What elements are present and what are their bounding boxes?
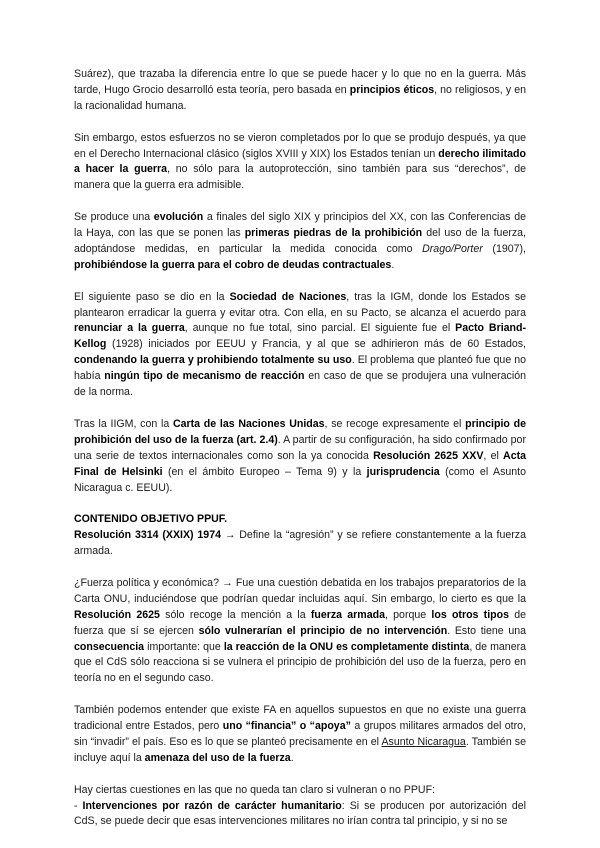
bold-text: Pacto Briand-Kellog (74, 322, 526, 351)
text: del uso de la fuerza, adoptándose medidas, en particular la medida conocida como (74, 227, 526, 255)
bold-text: Carta de las Naciones Unidas (172, 417, 325, 430)
bold-text: principio de prohibición del uso de la fuerza (art. 2.4) (74, 417, 526, 446)
bold-text: prohibiéndose la guerra para el cobro de deudas contractuales (74, 258, 392, 271)
bold-text: jurisprudencia (366, 465, 440, 478)
paragraph-fuerza-politica (74, 576, 526, 687)
text: . También se incluye aquí la (74, 735, 526, 764)
bold-text: fuerza armada (310, 608, 385, 621)
text: de fuerza que sí se ejercen (74, 608, 527, 637)
text: (como el Asunto Nicaragua c. EEUU). (74, 465, 526, 494)
text: También podemos entender que existe FA en aquellos supuestos en que no existe una guerra tradicional entre Estados, pero (74, 704, 526, 733)
text: sólo recoge la mención a la (159, 608, 311, 621)
text: , no sólo para la autoprotección, sino también para sus “derechos”, de manera que la guerra era admisible. (74, 163, 526, 192)
list-item-intervenciones-humanitarias (74, 799, 526, 831)
list-bullet: - (74, 799, 83, 812)
text: en caso de que se produjera una vulneración de la norma. (74, 370, 526, 399)
text: . (391, 258, 395, 271)
paragraph-evolucion (74, 210, 526, 274)
italic-text: Drago/Porter (422, 242, 483, 255)
text: a grupos militares armados del otro, sin “invadir” el país. Eso es lo que se planteó precisamente en el (74, 720, 526, 748)
bold-text: principios éticos (349, 83, 435, 96)
bold-text: Sociedad de Naciones (229, 290, 347, 303)
text: a finales del siglo XIX y principios del XX, con las Conferencias de la Haya, con las que se ponen las (74, 211, 526, 240)
paragraph-carta-onu (74, 417, 526, 497)
bold-text: Acta Final de Helsinki (74, 449, 527, 478)
text: Se produce una (74, 211, 154, 224)
paragraph-resolucion-3314 (74, 528, 526, 560)
text: , se recoge expresamente el (324, 417, 466, 430)
section-heading: CONTENIDO OBJETIVO PPUF. (74, 513, 228, 526)
paragraph-derecho-clasico (74, 131, 526, 195)
text: → Define la “agresión” y se refiere constantemente a la fuerza armada. (74, 529, 526, 558)
bold-text: Intervenciones por razón de carácter humanitario (82, 799, 342, 812)
text: , porque (384, 608, 432, 621)
bold-text: Resolución 3314 (XXIX) 1974 (74, 529, 221, 542)
bold-text: evolución (153, 211, 204, 224)
bold-text: Resolución 2625 XXV (373, 449, 484, 462)
text: , no religiosos, y en la racionalidad humana. (74, 83, 526, 112)
text: (1928) iniciados por EEUU y Francia, y al que se adhirieron más de 60 Estados, (106, 338, 526, 351)
text: importante: que (144, 640, 224, 653)
bold-text: amenaza del uso de la fuerza (144, 751, 291, 764)
text: El siguiente paso se dio en la (74, 290, 230, 303)
paragraph-financiacion (74, 703, 526, 767)
text: . A partir de su configuración, ha sido confirmado por una serie de textos internacionales como son la ya conocida (74, 433, 526, 462)
text: (en el ámbito Europeo – Tema 9) y la (162, 465, 367, 478)
text: Hay ciertas cuestiones en las que no queda tan claro si vulneran o no PPUF: (74, 783, 435, 796)
bold-text: primeras piedras de la prohibición (244, 227, 423, 240)
bold-text: consecuencia (74, 640, 145, 653)
text: , tras la IGM, donde los Estados se plantearon erradicar la guerra y evitar otra. Con ella, en su Pacto, se alcanza el acuerdo para (74, 290, 527, 319)
text: ¿Fuerza política y económica? → Fue una cuestión debatida en los trabajos preparatorios de la Carta ONU, induciéndose que podrían quedar incluidas aquí. Sin embargo, lo cierto es que la (74, 576, 526, 605)
paragraph-sociedad-naciones (74, 290, 526, 401)
underlined-text: Asunto Nicaragua (381, 735, 466, 748)
text: Tras la IIGM, con la (74, 417, 173, 430)
text: , de manera que el CdS sólo reacciona si se vulnera el principio de prohibición del uso de la fuerza, pero en teoría no en el segundo caso. (74, 640, 527, 685)
bold-text: derecho ilimitado a hacer la guerra (74, 147, 526, 176)
text: . El problema que planteó fue que no había (74, 354, 527, 383)
bold-text: uno “financia” o “apoya” (222, 720, 351, 733)
paragraph-cuestiones-intro (74, 783, 526, 799)
bold-text: los otros tipos (431, 608, 509, 621)
bold-text: condenando la guerra y prohibiendo totalmente su uso (74, 354, 352, 367)
bold-text: sólo vulnerarían el principio de no intervención (198, 624, 448, 637)
text: , aunque no fue total, sino parcial. El siguiente fue el (184, 322, 456, 335)
text: Sin embargo, estos esfuerzos no se vieron completados por lo que se produjo después, ya que en el Derecho Internacional clásico (siglos XVIII y XIX) los Estados tenían un (74, 131, 526, 160)
bold-text: renunciar a la guerra (74, 322, 185, 335)
bold-text: ningún tipo de mecanismo de reacción (104, 370, 305, 383)
text: , el (483, 449, 504, 462)
document-body (74, 67, 526, 830)
text: Suárez), que trazaba la diferencia entre lo que se puede hacer y lo que no en la guerra. Más tarde, Hugo Grocio desarrolló esta teoría, pero basada en (74, 68, 526, 96)
paragraph-grocio (74, 67, 526, 115)
text: : Si se producen por autorización del CdS, se puede decir que esas intervenciones militares no irían contra tal principio, y si no se (74, 799, 526, 828)
text: . Esto tiene una (447, 624, 527, 637)
text: (1907), (482, 242, 526, 255)
bold-text: la reacción de la ONU es completamente distinta (223, 640, 470, 653)
text: . (290, 751, 294, 764)
bold-text: Resolución 2625 (74, 608, 160, 621)
